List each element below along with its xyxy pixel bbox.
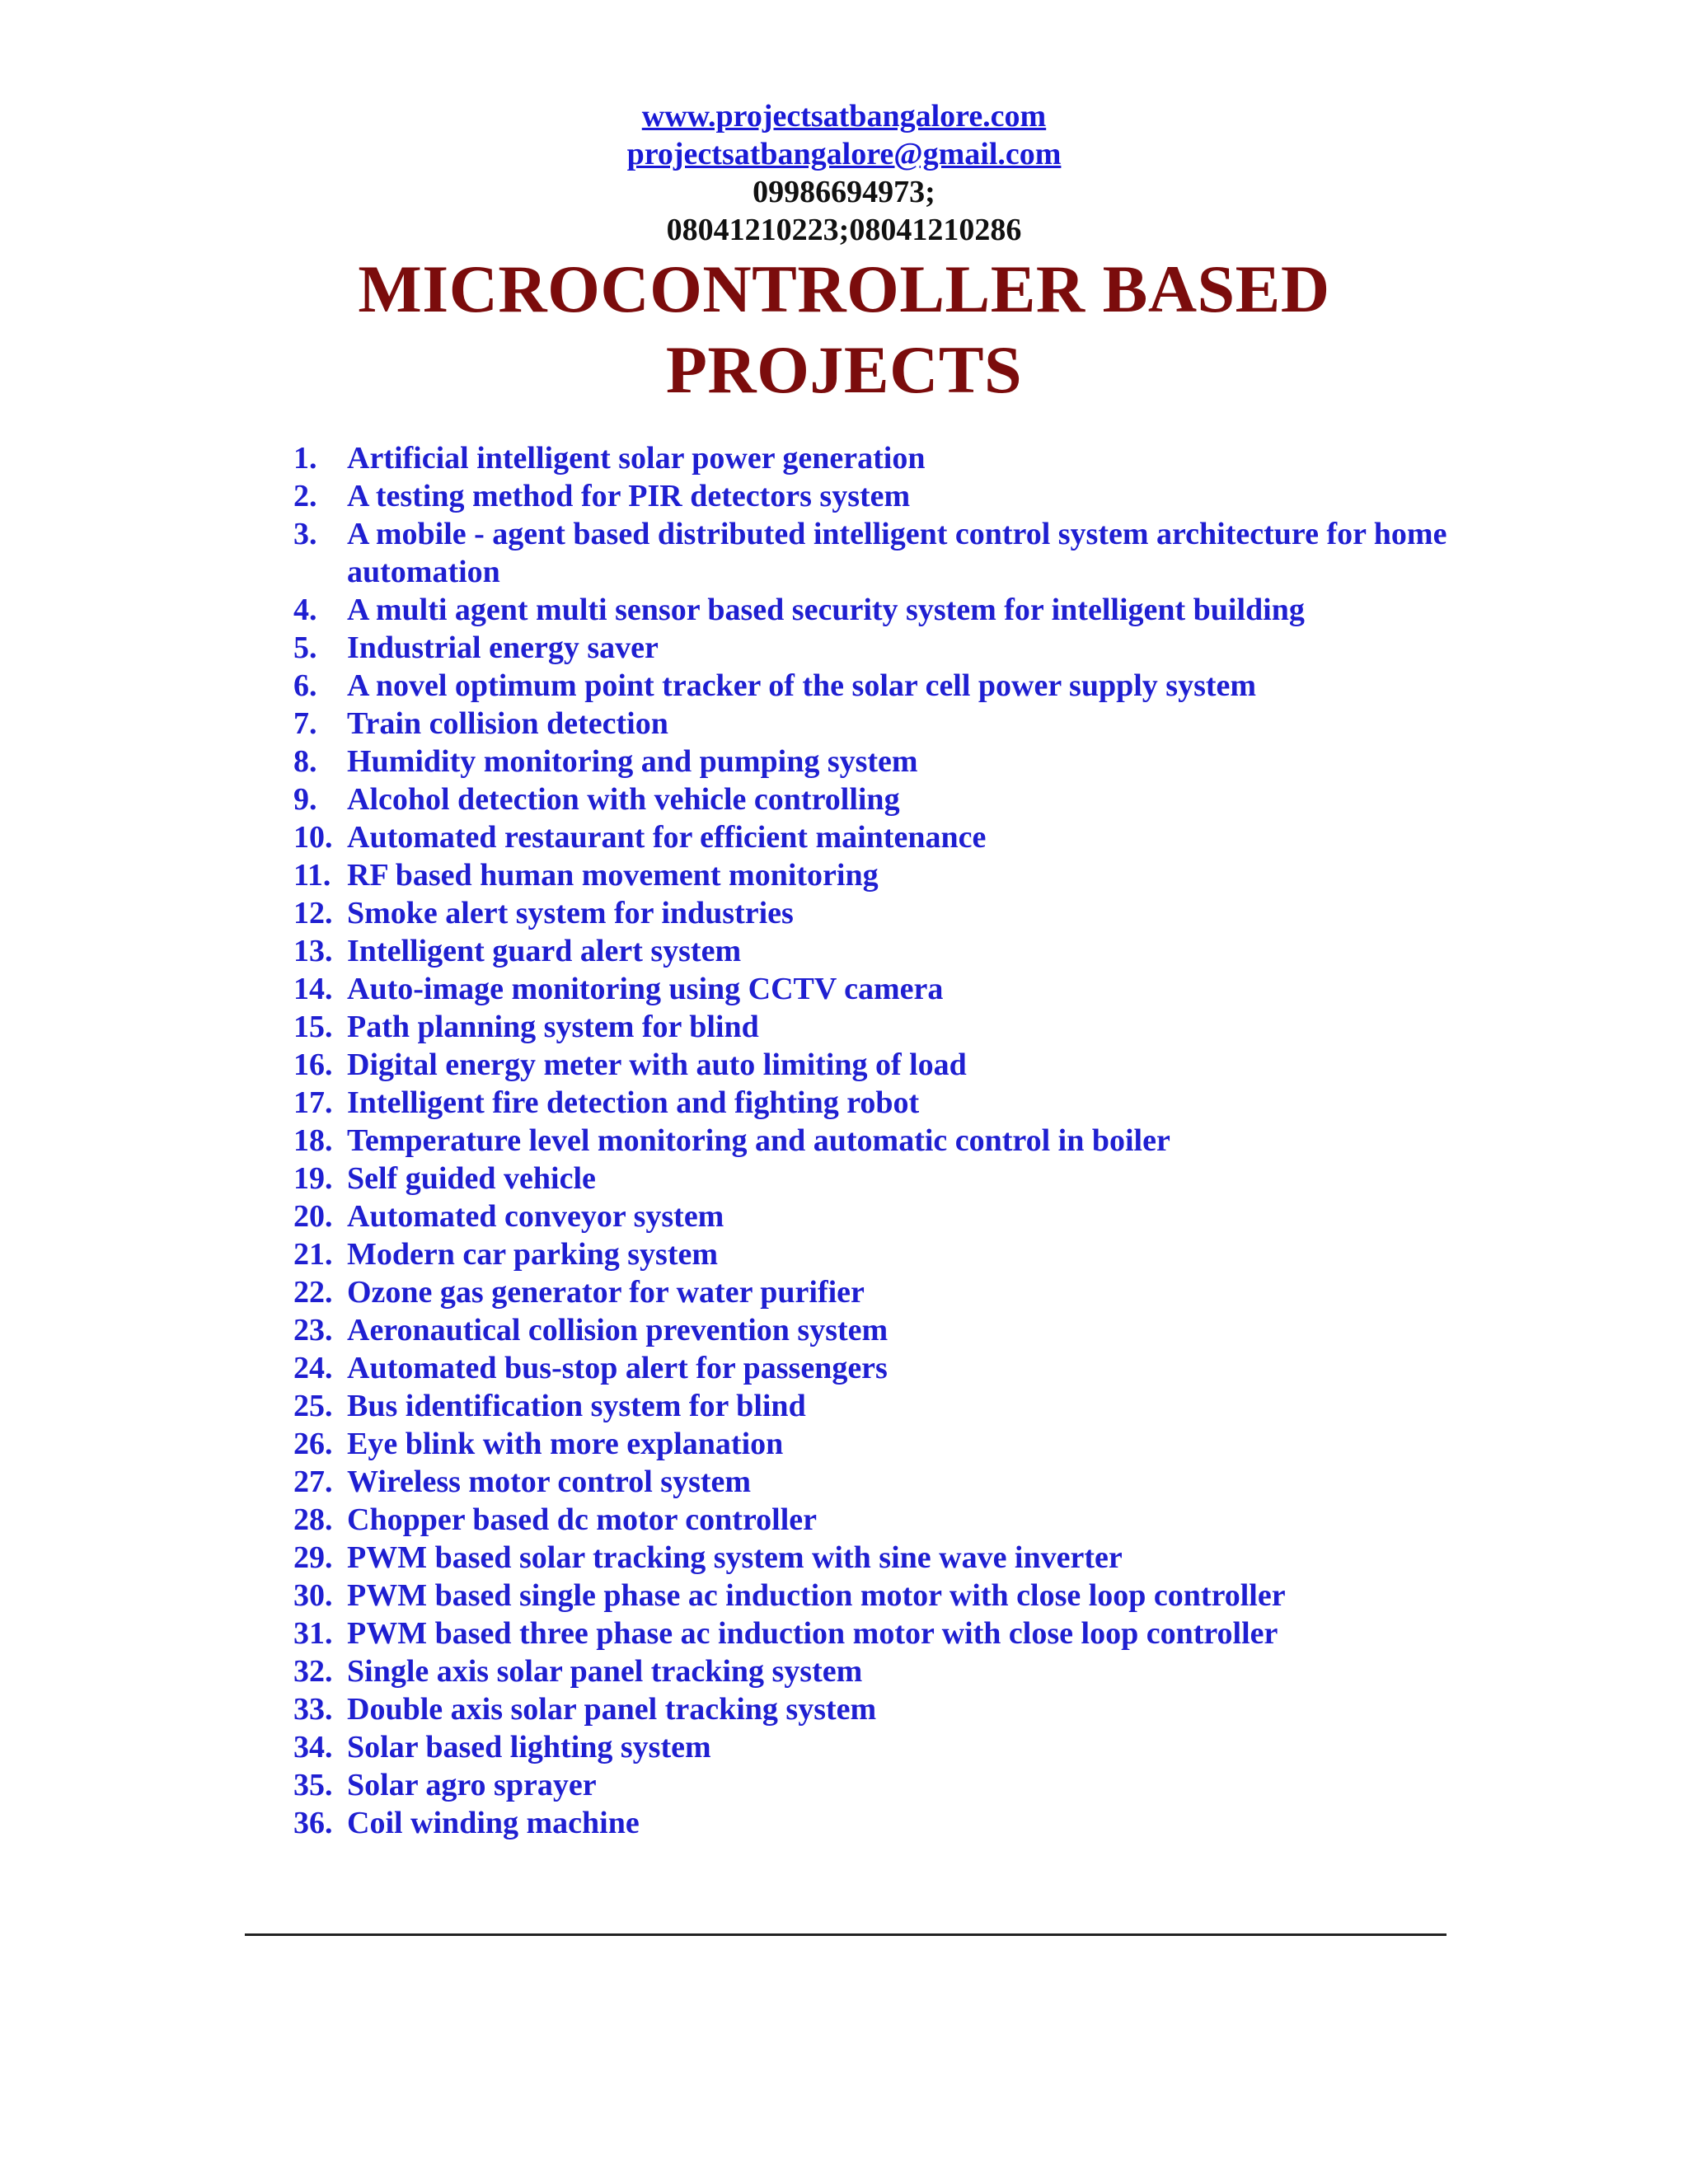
list-item-text: Chopper based dc motor controller	[347, 1502, 817, 1537]
list-item-number: 12.	[293, 896, 333, 930]
list-item-number: 34.	[293, 1730, 333, 1765]
list-item	[293, 1046, 1464, 1084]
list-item-number: 17.	[293, 1085, 333, 1120]
list-item-number: 13.	[293, 934, 333, 968]
list-item-text: Digital energy meter with auto limiting of load	[347, 1047, 967, 1082]
list-item	[293, 1084, 1464, 1122]
list-item	[293, 932, 1464, 970]
list-item	[293, 856, 1464, 894]
list-item	[293, 1804, 1464, 1842]
list-item-number: 15.	[293, 1010, 333, 1044]
list-item-number: 1.	[293, 441, 317, 476]
list-item	[293, 1766, 1464, 1804]
page-title-line-1: MICROCONTROLLER BASED	[358, 251, 1330, 326]
list-item-text: Smoke alert system for industries	[347, 896, 794, 930]
list-item	[293, 1008, 1464, 1046]
phone-line-2: 08041210223;08041210286	[666, 213, 1022, 247]
list-item	[293, 591, 1464, 629]
list-item-text: Solar agro sprayer	[347, 1768, 597, 1802]
list-item	[293, 1577, 1464, 1615]
list-item-number: 21.	[293, 1237, 333, 1272]
list-item-text: A novel optimum point tracker of the solar cell power supply system	[347, 668, 1257, 703]
list-item-number: 32.	[293, 1654, 333, 1689]
list-item	[293, 780, 1464, 818]
list-item	[293, 1311, 1464, 1349]
list-item-text: A testing method for PIR detectors system	[347, 479, 911, 513]
website-link[interactable]: www.projectsatbangalore.com	[641, 99, 1047, 134]
list-item	[293, 1349, 1464, 1387]
list-item-number: 24.	[293, 1351, 333, 1385]
list-item	[293, 1425, 1464, 1463]
list-item-text: Double axis solar panel tracking system	[347, 1692, 877, 1727]
list-item-number: 20.	[293, 1199, 333, 1234]
list-item-text: PWM based solar tracking system with sine wave inverter	[347, 1540, 1123, 1575]
list-item-number: 8.	[293, 744, 317, 779]
list-item	[293, 1273, 1464, 1311]
list-item-text: Automated conveyor system	[347, 1199, 724, 1234]
list-item-number: 16.	[293, 1047, 333, 1082]
list-item-number: 23.	[293, 1313, 333, 1347]
list-item-text: Solar based lighting system	[347, 1730, 711, 1765]
list-item-text: A mobile - agent based distributed intelligent control system architecture for home automation	[347, 517, 1447, 589]
list-item-number: 25.	[293, 1389, 333, 1423]
list-item-number: 36.	[293, 1806, 333, 1840]
list-item-number: 9.	[293, 782, 317, 817]
list-item-number: 31.	[293, 1616, 333, 1651]
list-item-number: 35.	[293, 1768, 333, 1802]
list-item-number: 28.	[293, 1502, 333, 1537]
email-link[interactable]: projectsatbangalore@gmail.com	[626, 137, 1062, 171]
footer-divider	[245, 1933, 1447, 1936]
list-item-text: RF based human movement monitoring	[347, 858, 879, 893]
list-item	[293, 667, 1464, 705]
list-item-text: Automated bus-stop alert for passengers	[347, 1351, 888, 1385]
list-item-number: 4.	[293, 593, 317, 627]
list-item	[293, 1235, 1464, 1273]
list-item	[293, 1387, 1464, 1425]
list-item-number: 6.	[293, 668, 317, 703]
list-item-text: Modern car parking system	[347, 1237, 718, 1272]
list-item-number: 26.	[293, 1427, 333, 1461]
list-item-text: Train collision detection	[347, 706, 668, 741]
page-title-line-2: PROJECTS	[665, 332, 1023, 407]
phone-line-1: 09986694973;	[753, 175, 935, 209]
list-item	[293, 1197, 1464, 1235]
list-item	[293, 1615, 1464, 1652]
list-item-text: Intelligent fire detection and fighting robot	[347, 1085, 920, 1120]
list-item	[293, 629, 1464, 667]
list-item-text: Ozone gas generator for water purifier	[347, 1275, 865, 1310]
list-item-text: Path planning system for blind	[347, 1010, 759, 1044]
list-item-number: 5.	[293, 630, 317, 665]
list-item-text: A multi agent multi sensor based security system for intelligent building	[347, 593, 1305, 627]
list-item	[293, 1160, 1464, 1197]
list-item-number: 30.	[293, 1578, 333, 1613]
list-item	[293, 705, 1464, 743]
list-item-text: Aeronautical collision prevention system	[347, 1313, 889, 1347]
list-item-text: PWM based three phase ac induction motor with close loop controller	[347, 1616, 1278, 1651]
list-item-text: Artificial intelligent solar power generation	[347, 441, 926, 476]
list-item-number: 14.	[293, 972, 333, 1006]
list-item	[293, 1463, 1464, 1501]
list-item	[293, 1652, 1464, 1690]
list-item	[293, 477, 1464, 515]
list-item-number: 11.	[293, 858, 331, 893]
list-item	[293, 439, 1464, 477]
list-item	[293, 1122, 1464, 1160]
list-item	[293, 818, 1464, 856]
list-item-text: Auto-image monitoring using CCTV camera	[347, 972, 944, 1006]
list-item-text: Coil winding machine	[347, 1806, 640, 1840]
list-item-number: 22.	[293, 1275, 333, 1310]
list-item-number: 10.	[293, 820, 333, 855]
list-item-text: PWM based single phase ac induction motor with close loop controller	[347, 1578, 1286, 1613]
list-item	[293, 894, 1464, 932]
list-item	[293, 515, 1464, 591]
list-item	[293, 743, 1464, 780]
list-item-number: 29.	[293, 1540, 333, 1575]
list-item-text: Automated restaurant for efficient maintenance	[347, 820, 987, 855]
list-item	[293, 1728, 1464, 1766]
list-item-text: Single axis solar panel tracking system	[347, 1654, 863, 1689]
list-item-text: Alcohol detection with vehicle controlling	[347, 782, 900, 817]
list-item-number: 2.	[293, 479, 317, 513]
list-item	[293, 1501, 1464, 1539]
list-item-number: 33.	[293, 1692, 333, 1727]
list-item-text: Temperature level monitoring and automatic control in boiler	[347, 1123, 1170, 1158]
contact-header	[0, 97, 1688, 249]
list-item	[293, 1539, 1464, 1577]
list-item-text: Bus identification system for blind	[347, 1389, 806, 1423]
list-item-text: Humidity monitoring and pumping system	[347, 744, 918, 779]
list-item-number: 19.	[293, 1161, 333, 1196]
list-item-text: Self guided vehicle	[347, 1161, 596, 1196]
list-item-text: Intelligent guard alert system	[347, 934, 742, 968]
list-item-number: 3.	[293, 517, 317, 551]
list-item-number: 7.	[293, 706, 317, 741]
list-item	[293, 970, 1464, 1008]
project-list	[293, 439, 1464, 1842]
list-item-number: 18.	[293, 1123, 333, 1158]
page-title	[0, 249, 1688, 410]
list-item-text: Eye blink with more explanation	[347, 1427, 784, 1461]
list-item	[293, 1690, 1464, 1728]
list-item-text: Wireless motor control system	[347, 1465, 752, 1499]
list-item-number: 27.	[293, 1465, 333, 1499]
list-item-text: Industrial energy saver	[347, 630, 659, 665]
